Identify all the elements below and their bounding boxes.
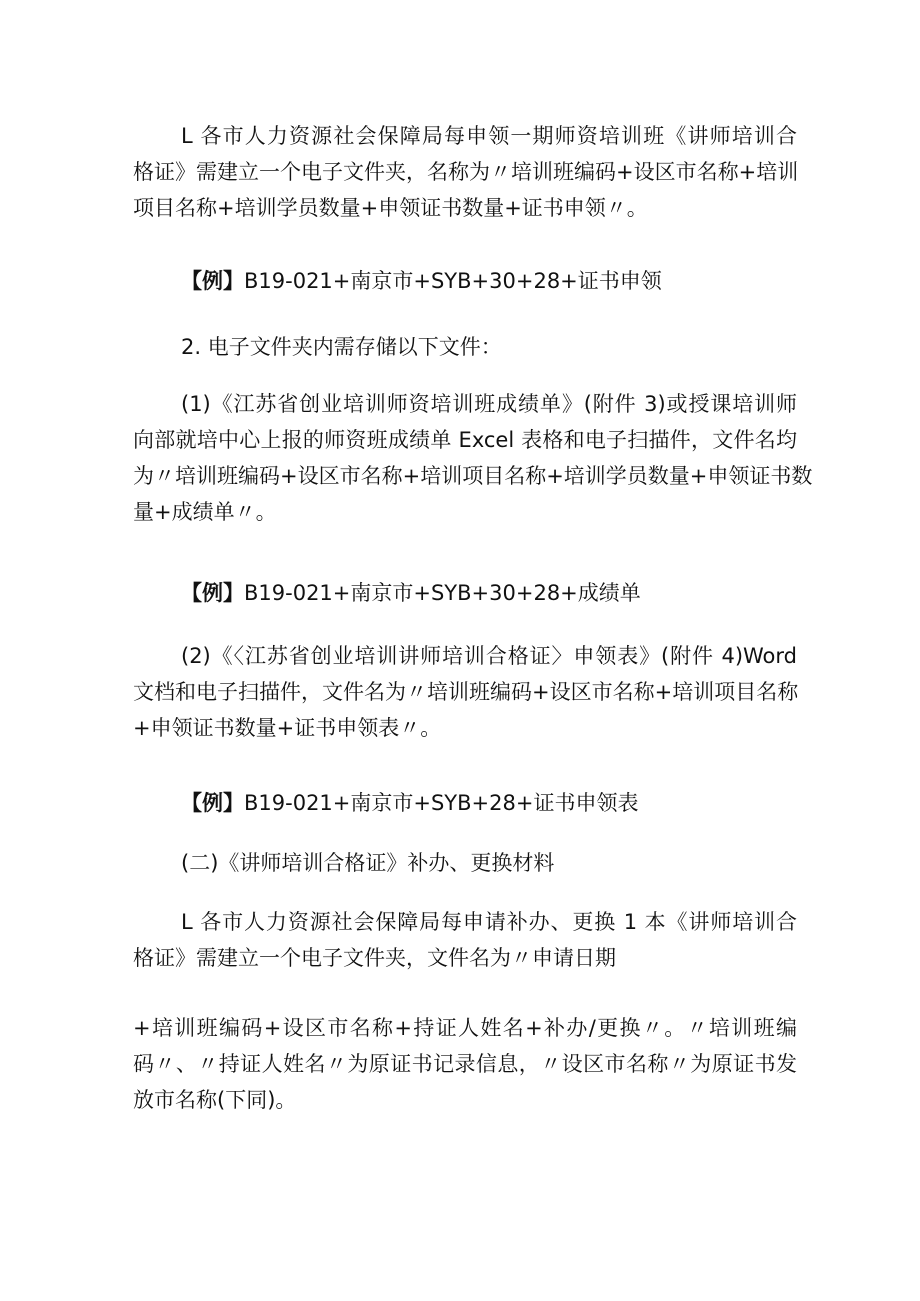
paragraph-item-2-application (133, 638, 797, 746)
example-line (133, 785, 797, 821)
text-line: 项目名称+培训学员数量+申领证书数量+证书申领〃。 (133, 196, 648, 220)
example-line (133, 263, 797, 299)
example-label: 【例】 (181, 269, 244, 293)
text-line: 格证》需建立一个电子文件夹，文件名为〃申请日期 (133, 946, 616, 970)
text-line: 2. 电子文件夹内需存储以下文件： (181, 335, 502, 359)
text-line: 放市名称(下同)。 (133, 1088, 297, 1112)
paragraph-reissue-fields (133, 1010, 797, 1118)
text-line: L 各市人力资源社会保障局每申领一期师资培训班《讲师培训合 (181, 124, 797, 148)
paragraph-item-1-grades (133, 386, 813, 530)
example-text: B19-021+南京市+SYB+28+证书申领表 (244, 791, 639, 815)
text-line: 文档和电子扫描件，文件名为〃培训班编码+设区市名称+培训项目名称 (133, 680, 799, 704)
text-line: (2)《〈江苏省创业培训讲师培训合格证〉申领表》(附件 4)Word (181, 644, 797, 668)
paragraph-reissue-folder (133, 904, 797, 976)
text-line: 向部就培中心上报的师资班成绩单 Excel 表格和电子扫描件，文件名均 (133, 428, 797, 452)
example-label: 【例】 (181, 791, 244, 815)
text-line: (1)《江苏省创业培训师资培训班成绩单》(附件 3)或授课培训师 (181, 392, 797, 416)
example-application-file (133, 785, 797, 821)
text-line: 量+成绩单〃。 (133, 500, 277, 524)
example-label: 【例】 (181, 581, 244, 605)
text-line: +培训班编码+设区市名称+持证人姓名+补办/更换〃。〃培训班编 (133, 1016, 797, 1040)
paragraph-folder-naming (133, 118, 797, 226)
example-certificate-folder (133, 263, 797, 299)
text-line: 格证》需建立一个电子文件夹，名称为〃培训班编码+设区市名称+培训 (133, 160, 799, 184)
example-text: B19-021+南京市+SYB+30+28+证书申领 (244, 269, 662, 293)
text-line: 码〃、〃持证人姓名〃为原证书记录信息，〃设区市名称〃为原证书发 (133, 1052, 797, 1076)
example-line (133, 575, 797, 611)
text-line: 为〃培训班编码+设区市名称+培训项目名称+培训学员数量+申领证书数 (133, 464, 813, 488)
section-heading-reissue (133, 845, 797, 881)
example-grades-file (133, 575, 797, 611)
text-line: L 各市人力资源社会保障局每申请补办、更换 1 本《讲师培训合 (181, 910, 797, 934)
example-text: B19-021+南京市+SYB+30+28+成绩单 (244, 581, 641, 605)
paragraph-files-heading (133, 329, 797, 365)
text-line: (二)《讲师培训合格证》补办、更换材料 (181, 851, 555, 875)
text-line: +申领证书数量+证书申领表〃。 (133, 716, 442, 740)
